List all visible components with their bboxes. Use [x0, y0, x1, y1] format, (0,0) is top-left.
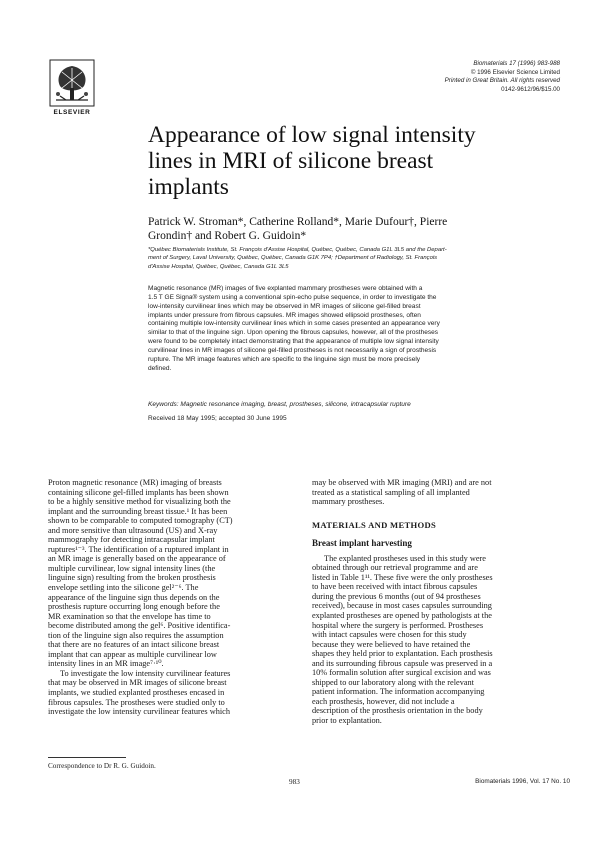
text-line: implants, we studied explanted prostheses encased in — [48, 688, 225, 698]
text-line: To investigate the low intensity curvilinear features — [60, 668, 231, 678]
affiliations — [148, 246, 568, 271]
text-line: MR examination so that the envelope has time to — [48, 611, 211, 621]
title-line: lines in MRI of silicone breast — [148, 148, 434, 174]
abstract-line: defined. — [148, 364, 172, 372]
text-line: each prosthesis, however, did not include a — [312, 696, 455, 706]
text-line: treated as a statistical sampling of all implanted — [312, 487, 470, 497]
text-line: explanted prostheses are opened by pathologists at the — [312, 611, 492, 621]
title-line: implants — [148, 174, 229, 200]
left-column — [48, 478, 296, 717]
right-column — [312, 478, 560, 726]
authors-line: Patrick W. Stroman*, Catherine Rolland*, Marie Dufour†, Pierre — [148, 216, 448, 228]
text-line: intensity lines in an MR image⁷·¹⁰. — [48, 659, 164, 669]
text-line: that may be observed in MR images of silicone breast — [48, 678, 227, 688]
pubinfo-line: Printed in Great Britain. All rights reserved — [444, 77, 560, 85]
text-line: mammography for detecting intracapsular implant — [48, 535, 215, 545]
aims-paragraph — [48, 669, 296, 717]
text-line: ruptures¹⁻³. The identification of a ruptured implant in — [48, 544, 229, 554]
correspondence-footnote: Correspondence to Dr R. G. Guidoin. — [48, 762, 156, 770]
text-line: linguine sign) resulting from the broken prosthesis — [48, 573, 216, 583]
title-line: Appearance of low signal intensity — [148, 122, 476, 148]
text-line: because they were believed to have retained the — [312, 639, 471, 649]
authors-line: Grondin† and Robert G. Guidoin* — [148, 230, 307, 242]
authors — [148, 215, 568, 243]
text-line: obtained through our retrieval programme and are — [312, 563, 478, 573]
page-number: 983 — [289, 778, 300, 786]
subsection-heading: Breast implant harvesting — [312, 538, 412, 549]
text-line: Proton magnetic resonance (MR) imaging of breasts — [48, 478, 222, 487]
text-line: mammary prostheses. — [312, 497, 385, 507]
section-heading: MATERIALS AND METHODS — [312, 519, 437, 530]
abstract-line: were found to be completely intact demonstrating that the appearance of multiple low signal intensity — [148, 338, 439, 346]
received-dates: Received 18 May 1995; accepted 30 June 1995 — [148, 415, 287, 422]
abstract-line: similar to that of the linguine sign. Upon opening the fibrous capsules, however, all of the prostheses — [148, 329, 439, 337]
abstract-line: Magnetic resonance (MR) images of five explanted mammary prostheses were obtained with a — [148, 285, 423, 292]
text-line: patient information. The information accompanying — [312, 687, 485, 697]
abstract-line: containing multiple low-intensity curvilinear lines which in some cases presented an appearance very — [148, 320, 440, 328]
abstract — [148, 285, 570, 373]
text-line: containing silicone gel-filled implants has been shown — [48, 487, 229, 497]
elsevier-logo — [48, 58, 96, 108]
text-line: tion of the linguine sign also requires the assumption — [48, 630, 224, 640]
footnote-divider — [48, 757, 126, 758]
affiliation-line: *Québec Biomaterials Institute, St. François d'Assise Hospital, Québec, Québec, Canada G1L 3L5 and the Depart- — [148, 247, 447, 253]
text-line: The explanted prostheses used in this study were — [324, 553, 486, 563]
text-line: implant and the surrounding breast tissue.¹ It has been — [48, 506, 228, 516]
text-line: shapes they held prior to explantation. Each prosthesis — [312, 649, 493, 659]
text-line: shown to be comparable to computed tomography (CT) — [48, 516, 233, 526]
text-line: become distributed among the gel⁶. Positive identifica- — [48, 621, 231, 631]
text-line: hospital where the surgery is performed. Prostheses — [312, 620, 484, 630]
abstract-line: implants under pressure from fibrous capsules. MR images showed ellipsoid prostheses, often — [148, 311, 421, 319]
abstract-line: low-intensity curvilinear lines which may be observed in MR images of silicone gel-filled breast — [148, 302, 421, 310]
text-line: shipped to our laboratory along with the relevant — [312, 677, 474, 687]
text-line: prior to explantation. — [312, 716, 382, 726]
text-line: an MR image is generally based on the appearance of — [48, 554, 226, 564]
publication-info — [360, 60, 560, 94]
keywords: Keywords: Magnetic resonance imaging, breast, prostheses, silicone, intracapsular rupture — [148, 401, 411, 408]
text-line: received), because in most cases capsules surrounding — [312, 601, 492, 611]
text-line: appearance of the linguine sign thus depends on the — [48, 592, 220, 602]
abstract-line: 1.5 T GE Signa® system using a conventional spin-echo pulse sequence, in order to investigate the — [148, 293, 437, 301]
text-line: investigate the low intensity curvilinear features which — [48, 707, 231, 717]
journal-reference: Biomaterials 1996, Vol. 17 No. 10 — [475, 778, 570, 785]
text-line: multiple curvilinear, low signal intensity lines (the — [48, 563, 216, 573]
text-line: listed in Table 1¹¹. These five were the only prostheses — [312, 572, 493, 582]
text-line: may be observed with MR imaging (MRI) and are not — [312, 478, 492, 487]
intro-paragraph — [48, 478, 296, 669]
text-line: with intact capsules were chosen for this study — [312, 630, 467, 640]
text-line: and more sensitive than ultrasound (US) and X-ray — [48, 525, 218, 535]
abstract-line: rupture. The MR image features which are specific to the linguine sign must be more precisely — [148, 355, 421, 363]
text-line: prosthesis rupture occurring long enough before the — [48, 602, 220, 612]
text-line: 10% formalin solution after surgical excision and was — [312, 668, 491, 678]
affiliation-line: ment of Surgery, Laval University, Québec, Québec, Canada G1K 7P4; †Department of Radiology, St. François — [148, 255, 438, 262]
methods-paragraph — [312, 554, 560, 726]
affiliation-line: d'Assise Hospital, Québec, Québec, Canada G1L 3L5 — [148, 263, 289, 270]
pubinfo-line: © 1996 Elsevier Science Limited — [470, 68, 560, 76]
text-line: description of the prosthesis orientation in the body — [312, 706, 483, 716]
continued-paragraph — [312, 478, 560, 507]
article-title — [148, 122, 528, 200]
elsevier-tree-icon — [48, 58, 96, 108]
text-line: and its surrounding fibrous capsule was preserved in a — [312, 658, 493, 668]
pubinfo-line: 0142-9612/96/$15.00 — [501, 85, 560, 93]
text-line: implant that can appear as multiple curvilinear low — [48, 649, 217, 659]
text-line: that there are no features of an intact silicone breast — [48, 640, 220, 650]
text-line: to have been received with intact fibrous capsules — [312, 582, 478, 592]
publisher-name: ELSEVIER — [53, 109, 91, 116]
pubinfo-line: Biomaterials 17 (1996) 983-988 — [473, 60, 560, 67]
text-line: fibrous capsules. The prostheses were studied only to — [48, 697, 225, 707]
text-line: during the previous 6 months (out of 94 prostheses — [312, 591, 481, 601]
text-line: to be a highly sensitive method for visualizing both the — [48, 497, 231, 507]
abstract-line: curvilinear lines in MR images of silicone gel-filled prostheses is not necessarily a sign of prosthesis — [148, 346, 437, 354]
text-line: envelope settling into the silicone gel²⁻⁶. The — [48, 583, 199, 593]
